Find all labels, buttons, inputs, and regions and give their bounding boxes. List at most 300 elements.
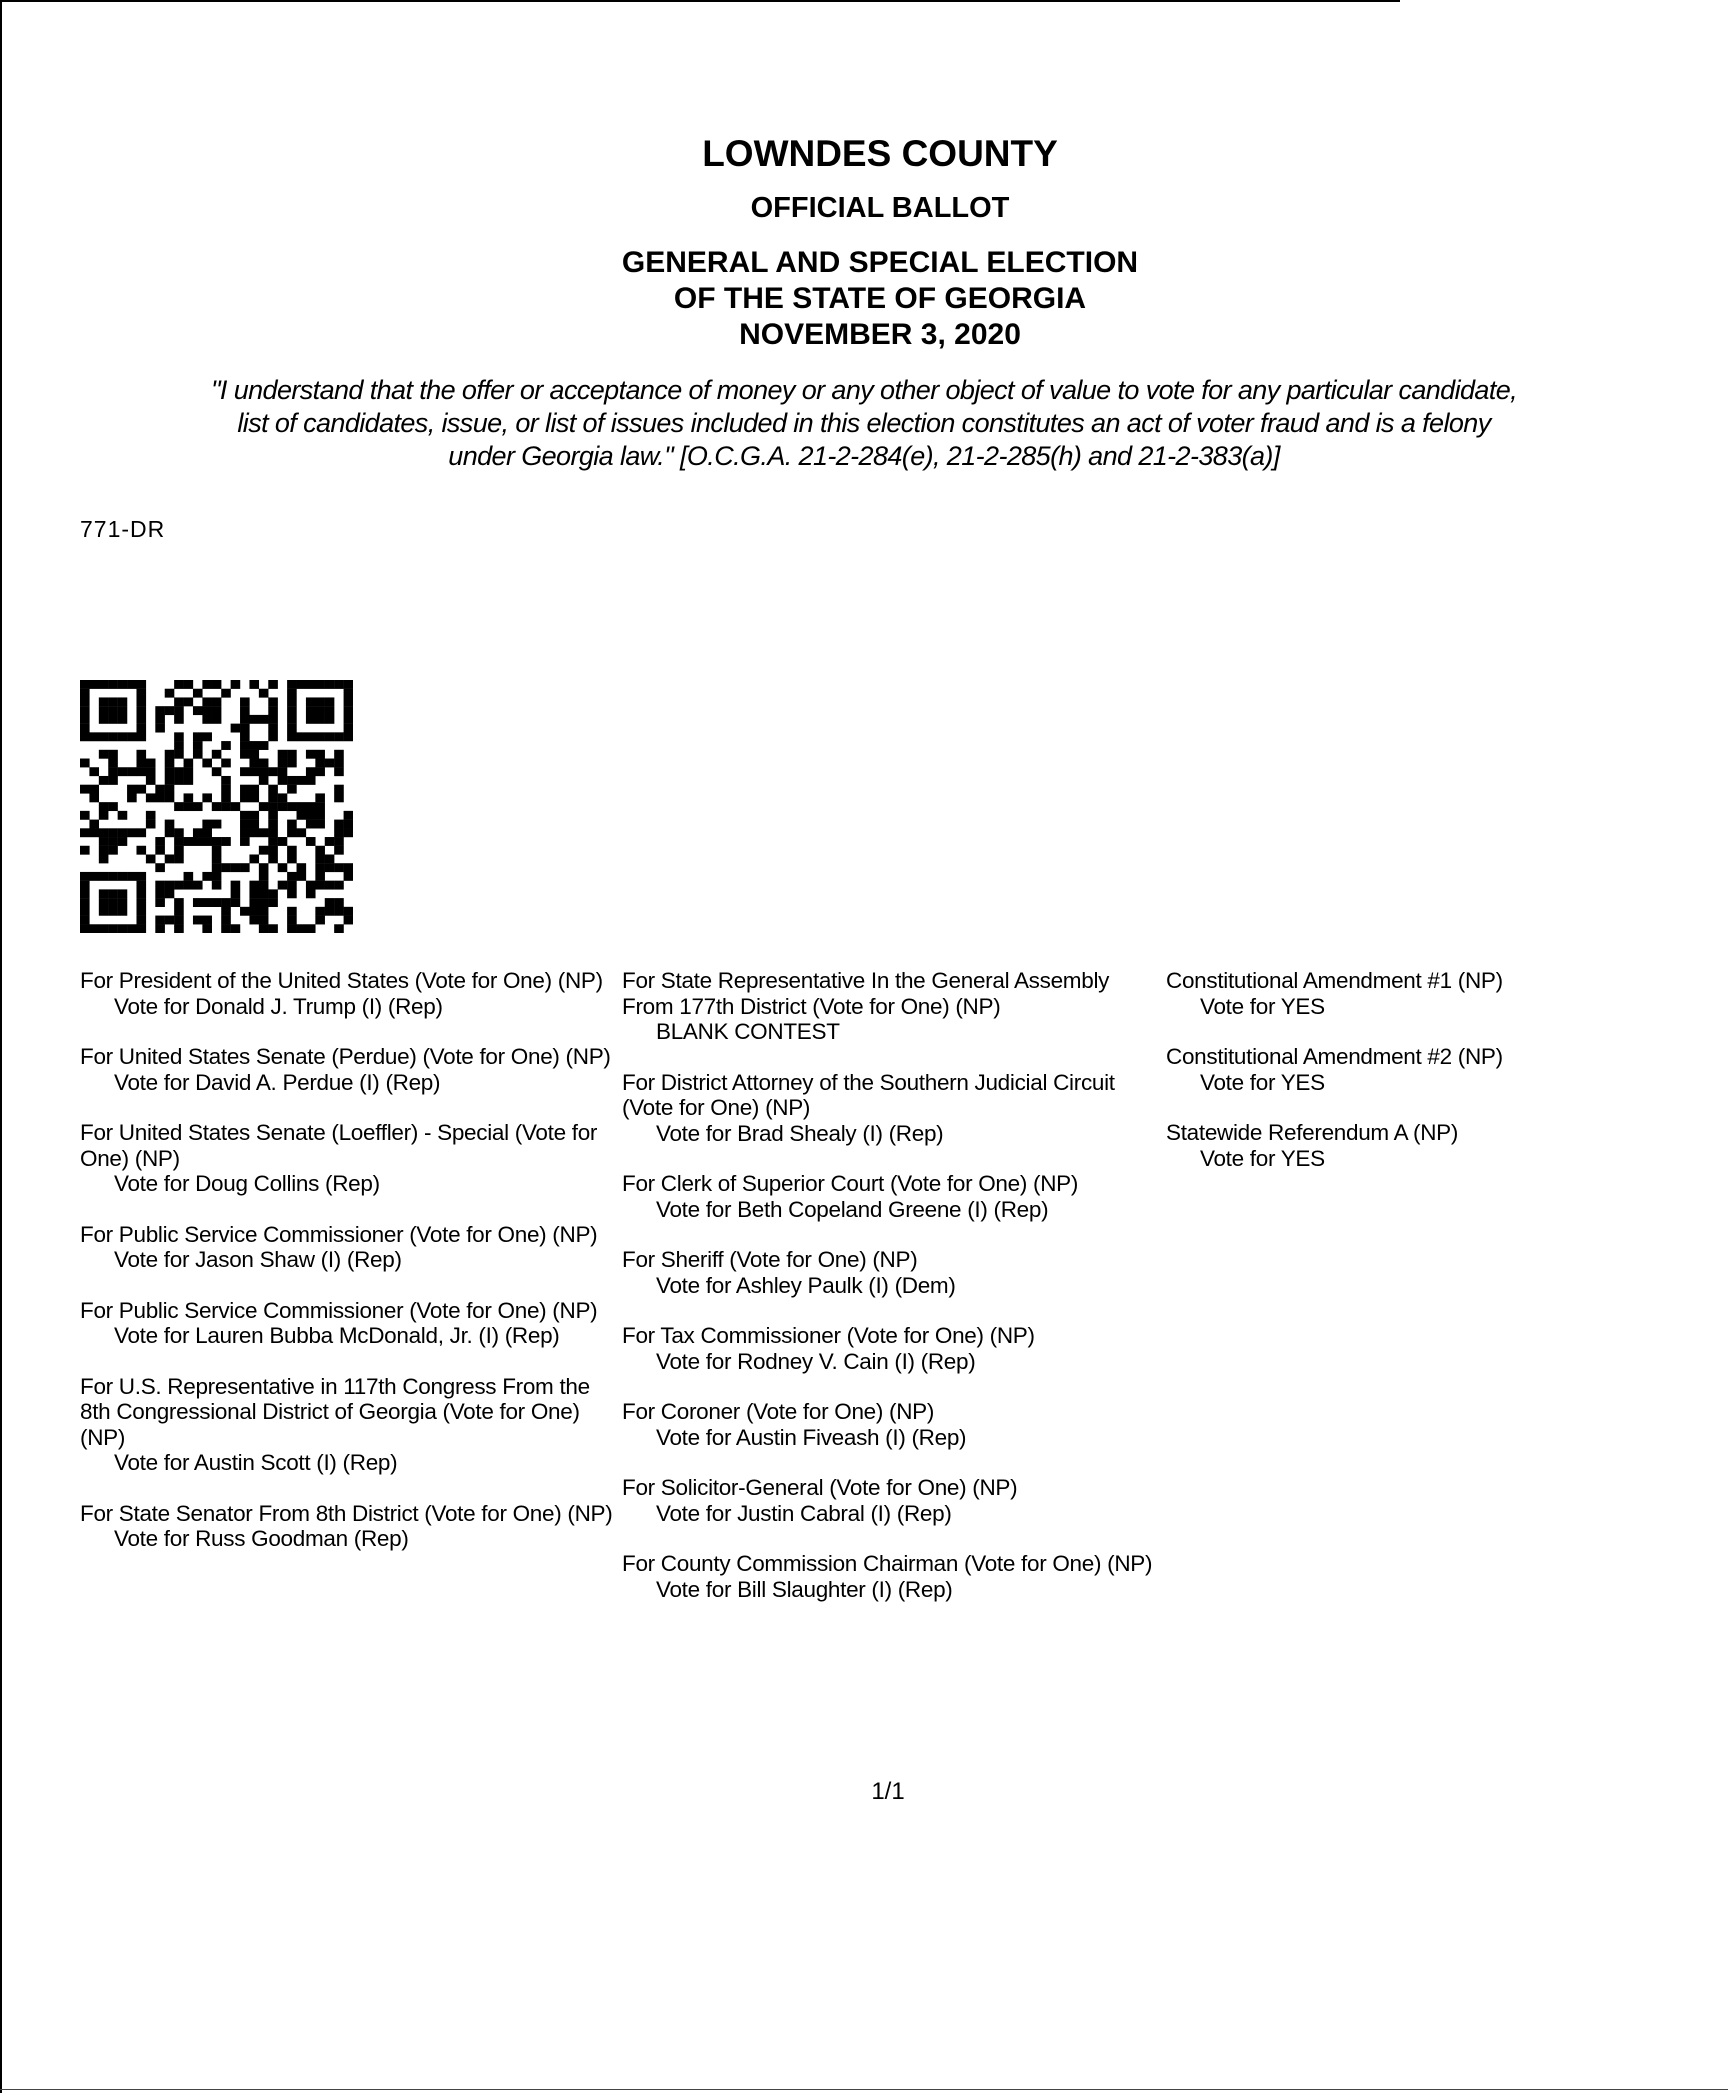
qr-module <box>325 706 335 715</box>
qr-module <box>240 820 250 829</box>
qr-module <box>278 750 288 759</box>
qr-module <box>231 802 241 811</box>
qr-module <box>344 697 353 706</box>
qr-module <box>240 837 250 846</box>
qr-module <box>334 767 344 776</box>
qr-module <box>80 811 90 820</box>
qr-module <box>259 863 269 872</box>
qr-module <box>259 846 269 855</box>
contest-selection: Vote for Justin Cabral (I) (Rep) <box>656 1500 952 1526</box>
qr-module <box>325 854 335 863</box>
qr-module <box>155 898 165 907</box>
qr-module <box>306 889 316 898</box>
qr-module <box>259 715 269 724</box>
qr-module <box>89 924 99 933</box>
qr-module <box>297 811 307 820</box>
qr-module <box>287 907 297 916</box>
contest-title: Constitutional Amendment #1 (NP) <box>1166 968 1503 993</box>
qr-module <box>344 872 353 881</box>
qr-module <box>278 863 288 872</box>
qr-module <box>184 793 194 802</box>
qr-module <box>259 916 269 925</box>
qr-module <box>240 767 250 776</box>
contest-selection: Vote for Lauren Bubba McDonald, Jr. (I) (Rep) <box>114 1323 560 1348</box>
qr-module <box>249 715 259 724</box>
qr-module <box>315 916 325 925</box>
qr-module <box>297 802 307 811</box>
contest-title: For Solicitor-General (Vote for One) (NP) <box>622 1475 1018 1500</box>
qr-module <box>249 741 259 750</box>
qr-module <box>325 697 335 706</box>
contest-entry <box>622 1171 1157 1222</box>
qr-module <box>118 907 128 916</box>
qr-module <box>108 706 118 715</box>
contest-selection: Vote for Bill Slaughter (I) (Rep) <box>656 1576 953 1602</box>
contest-entry <box>1166 968 1701 1019</box>
qr-module <box>99 715 109 724</box>
qr-module <box>344 907 353 916</box>
qr-module <box>259 802 269 811</box>
qr-module <box>315 697 325 706</box>
qr-module <box>297 776 307 785</box>
qr-module <box>278 837 288 846</box>
qr-module <box>193 706 203 715</box>
contest-selection: Vote for Austin Fiveash (I) (Rep) <box>656 1424 967 1450</box>
contest-entry <box>80 1044 615 1095</box>
qr-module <box>259 881 269 890</box>
qr-module <box>80 828 90 837</box>
qr-module <box>212 837 222 846</box>
contest-entry <box>1166 1044 1701 1095</box>
qr-module <box>315 872 325 881</box>
contest-entry <box>622 1323 1157 1374</box>
qr-module <box>297 863 307 872</box>
qr-module <box>108 846 118 855</box>
qr-module <box>287 802 297 811</box>
qr-module <box>80 785 90 794</box>
qr-module <box>287 776 297 785</box>
qr-module <box>315 793 325 802</box>
qr-module <box>99 706 109 715</box>
qr-module <box>136 697 146 706</box>
qr-module <box>221 907 231 916</box>
qr-module <box>99 828 109 837</box>
qr-module <box>212 820 222 829</box>
qr-module <box>80 680 90 689</box>
qr-module <box>249 750 259 759</box>
qr-module <box>184 802 194 811</box>
election-line: GENERAL AND SPECIAL ELECTION <box>621 246 1139 279</box>
qr-module <box>268 820 278 829</box>
qr-module <box>297 732 307 741</box>
qr-module <box>268 811 278 820</box>
qr-module <box>174 854 184 863</box>
qr-module <box>165 750 175 759</box>
contest-title: For County Commission Chairman (Vote for One) (NP) <box>622 1551 1153 1576</box>
qr-module <box>315 706 325 715</box>
qr-module <box>334 881 344 890</box>
qr-module <box>80 872 90 881</box>
qr-module <box>136 706 146 715</box>
qr-module <box>268 837 278 846</box>
qr-module <box>127 680 137 689</box>
qr-module <box>334 750 344 759</box>
qr-module <box>315 715 325 724</box>
contest-title: For Tax Commissioner (Vote for One) (NP) <box>622 1323 1035 1348</box>
qr-module <box>89 828 99 837</box>
qr-module <box>80 924 90 933</box>
qr-module <box>155 924 165 933</box>
election-line: NOVEMBER 3, 2020 <box>739 318 1021 351</box>
qr-module <box>193 750 203 759</box>
qr-module <box>108 898 118 907</box>
qr-module <box>240 811 250 820</box>
qr-module <box>127 785 137 794</box>
qr-module <box>174 767 184 776</box>
qr-module <box>268 846 278 855</box>
qr-module <box>155 793 165 802</box>
qr-module <box>240 907 250 916</box>
qr-module <box>155 837 165 846</box>
qr-module <box>240 732 250 741</box>
qr-module <box>334 907 344 916</box>
qr-module <box>193 916 203 925</box>
qr-module <box>155 881 165 890</box>
qr-module <box>155 715 165 724</box>
qr-module <box>334 759 344 768</box>
qr-module <box>99 750 109 759</box>
qr-module <box>315 820 325 829</box>
qr-module <box>174 741 184 750</box>
qr-module <box>165 793 175 802</box>
qr-module <box>259 898 269 907</box>
qr-module <box>259 759 269 768</box>
qr-module <box>146 820 156 829</box>
qr-module <box>174 732 184 741</box>
contest-title: For United States Senate (Loeffler) - Special (Vote for One) (NP) <box>80 1120 598 1171</box>
qr-module <box>268 793 278 802</box>
qr-module <box>212 881 222 890</box>
qr-module <box>259 889 269 898</box>
qr-module <box>174 680 184 689</box>
qr-module <box>231 680 241 689</box>
qr-module <box>174 916 184 925</box>
qr-module <box>80 881 90 890</box>
qr-module <box>334 863 344 872</box>
voter-fraud-notice <box>0 374 1728 473</box>
qr-module <box>268 732 278 741</box>
qr-module <box>306 881 316 890</box>
contest-selection: Vote for Brad Shealy (I) (Rep) <box>656 1120 944 1146</box>
qr-module <box>127 767 137 776</box>
qr-module <box>325 837 335 846</box>
qr-module <box>202 715 212 724</box>
qr-module <box>80 898 90 907</box>
qr-module <box>240 750 250 759</box>
qr-module <box>315 846 325 855</box>
qr-module <box>344 828 353 837</box>
qr-module <box>268 697 278 706</box>
qr-module <box>268 785 278 794</box>
qr-module <box>89 732 99 741</box>
qr-module <box>325 759 335 768</box>
qr-module <box>249 916 259 925</box>
qr-module <box>202 793 212 802</box>
contest-selection: Vote for Ashley Paulk (I) (Dem) <box>656 1272 956 1298</box>
qr-module <box>155 706 165 715</box>
qr-module <box>325 680 335 689</box>
qr-module <box>212 846 222 855</box>
page-border-top <box>0 0 1400 2</box>
qr-module <box>202 820 212 829</box>
qr-module <box>155 863 165 872</box>
contest-selection: Vote for YES <box>1200 993 1325 1019</box>
qr-module <box>221 898 231 907</box>
qr-module <box>297 872 307 881</box>
qr-module <box>155 724 165 733</box>
qr-module <box>89 785 99 794</box>
page-border-bottom <box>0 2089 1728 2090</box>
contest-entry <box>622 1070 1157 1147</box>
contest-title: For Clerk of Superior Court (Vote for One) (NP) <box>622 1171 1079 1196</box>
contest-title: For District Attorney of the Southern Judicial Circuit (Vote for One) (NP) <box>622 1069 1115 1120</box>
qr-module <box>155 916 165 925</box>
qr-module <box>221 837 231 846</box>
qr-module <box>334 846 344 855</box>
qr-module <box>80 889 90 898</box>
qr-module <box>136 881 146 890</box>
contest-title: Constitutional Amendment #2 (NP) <box>1166 1044 1503 1069</box>
qr-module <box>231 924 241 933</box>
qr-module <box>344 863 353 872</box>
qr-module <box>287 680 297 689</box>
qr-module <box>249 898 259 907</box>
qr-module <box>108 767 118 776</box>
qr-module <box>212 802 222 811</box>
qr-module <box>287 750 297 759</box>
qr-module <box>165 767 175 776</box>
qr-module <box>259 741 269 750</box>
qr-module <box>249 811 259 820</box>
qr-module <box>212 715 222 724</box>
qr-module <box>287 759 297 768</box>
qr-module <box>184 697 194 706</box>
qr-module <box>221 741 231 750</box>
qr-module <box>287 916 297 925</box>
qr-module <box>165 881 175 890</box>
qr-module <box>249 889 259 898</box>
qr-module <box>278 767 288 776</box>
qr-module <box>212 854 222 863</box>
qr-module <box>202 706 212 715</box>
qr-module <box>268 706 278 715</box>
qr-module <box>315 732 325 741</box>
qr-module <box>306 802 316 811</box>
qr-module <box>136 907 146 916</box>
qr-module <box>259 828 269 837</box>
qr-module <box>344 680 353 689</box>
contest-selection: BLANK CONTEST <box>656 1019 840 1044</box>
qr-module <box>259 872 269 881</box>
qr-module <box>315 907 325 916</box>
qr-module <box>325 732 335 741</box>
qr-module <box>174 715 184 724</box>
qr-module <box>80 697 90 706</box>
qr-module <box>80 715 90 724</box>
qr-module <box>118 680 128 689</box>
qr-module <box>212 697 222 706</box>
qr-module <box>268 898 278 907</box>
qr-module <box>136 759 146 768</box>
qr-module <box>89 767 99 776</box>
qr-module <box>306 732 316 741</box>
qr-module <box>249 793 259 802</box>
qr-module <box>306 776 316 785</box>
qr-module <box>268 802 278 811</box>
qr-module <box>89 680 99 689</box>
notice-line: under Georgia law." [O.C.G.A. 21-2-284(e), 21-2-285(h) and 21-2-383(a)] <box>448 441 1280 471</box>
qr-module <box>174 837 184 846</box>
contest-entry <box>80 1501 615 1552</box>
contest-title: For Public Service Commissioner (Vote for One) (NP) <box>80 1221 598 1247</box>
qr-module <box>287 706 297 715</box>
qr-module <box>297 680 307 689</box>
qr-module <box>306 811 316 820</box>
contest-title: For Sheriff (Vote for One) (NP) <box>622 1247 918 1272</box>
qr-module <box>118 828 128 837</box>
qr-module <box>315 881 325 890</box>
qr-module <box>306 697 316 706</box>
contest-entry <box>622 968 1157 1045</box>
qr-module <box>89 872 99 881</box>
qr-module <box>165 706 175 715</box>
qr-module <box>287 820 297 829</box>
contest-entry <box>80 968 615 1019</box>
qr-module <box>212 706 222 715</box>
contest-selection: Vote for Austin Scott (I) (Rep) <box>114 1450 398 1475</box>
qr-module <box>259 907 269 916</box>
qr-module <box>80 689 90 698</box>
qr-module <box>344 689 353 698</box>
qr-module <box>108 802 118 811</box>
qr-module <box>268 854 278 863</box>
qr-module <box>240 828 250 837</box>
qr-module <box>249 767 259 776</box>
qr-module <box>325 715 335 724</box>
qr-module <box>193 881 203 890</box>
qr-module <box>80 759 90 768</box>
qr-module <box>193 802 203 811</box>
qr-module <box>118 924 128 933</box>
qr-module <box>315 802 325 811</box>
qr-module <box>80 732 90 741</box>
qr-module <box>259 767 269 776</box>
qr-module <box>334 785 344 794</box>
qr-module <box>146 767 156 776</box>
qr-module <box>99 680 109 689</box>
qr-module <box>165 759 175 768</box>
qr-module <box>202 924 212 933</box>
qr-module <box>136 846 146 855</box>
qr-module <box>212 863 222 872</box>
qr-module <box>334 680 344 689</box>
qr-module <box>127 872 137 881</box>
qr-module <box>174 697 184 706</box>
qr-module <box>174 881 184 890</box>
contest-entry <box>80 1222 615 1273</box>
qr-module <box>193 837 203 846</box>
qr-module <box>108 907 118 916</box>
qr-module <box>80 916 90 925</box>
qr-module <box>240 785 250 794</box>
qr-module <box>344 724 353 733</box>
qr-module <box>249 759 259 768</box>
contest-selection: Vote for YES <box>1200 1069 1325 1095</box>
qr-module <box>174 828 184 837</box>
qr-module <box>165 889 175 898</box>
qr-module <box>268 828 278 837</box>
qr-module <box>202 828 212 837</box>
page-number: 1/1 <box>871 1778 905 1805</box>
qr-module <box>306 837 316 846</box>
qr-module <box>136 785 146 794</box>
qr-module <box>146 776 156 785</box>
qr-module <box>212 680 222 689</box>
qr-module <box>249 820 259 829</box>
qr-module <box>231 863 241 872</box>
qr-module <box>184 767 194 776</box>
qr-module <box>287 889 297 898</box>
qr-module <box>136 680 146 689</box>
qr-module <box>249 854 259 863</box>
qr-module <box>221 916 231 925</box>
qr-module <box>136 750 146 759</box>
qr-module <box>165 776 175 785</box>
contest-entry <box>622 1247 1157 1298</box>
qr-module <box>165 854 175 863</box>
contest-title: For U.S. Representative in 117th Congress From the 8th Congressional District of Georgia (Vote for One) (NP) <box>80 1373 590 1450</box>
qr-module <box>287 715 297 724</box>
qr-module <box>278 881 288 890</box>
qr-module <box>344 715 353 724</box>
qr-module <box>259 689 269 698</box>
qr-module <box>174 907 184 916</box>
qr-module <box>334 828 344 837</box>
qr-module <box>146 811 156 820</box>
qr-module <box>315 759 325 768</box>
qr-module <box>136 724 146 733</box>
qr-module <box>127 828 137 837</box>
qr-module <box>118 732 128 741</box>
qr-module <box>231 881 241 890</box>
qr-module <box>80 907 90 916</box>
qr-module <box>240 793 250 802</box>
qr-module <box>287 854 297 863</box>
qr-module <box>99 854 109 863</box>
qr-module <box>136 715 146 724</box>
qr-module <box>193 898 203 907</box>
qr-module <box>221 759 231 768</box>
qr-module <box>268 767 278 776</box>
qr-module <box>155 785 165 794</box>
contest-entry <box>622 1551 1157 1602</box>
qr-module <box>165 916 175 925</box>
qr-module <box>287 724 297 733</box>
qr-module <box>174 898 184 907</box>
qr-module <box>334 924 344 933</box>
qr-module <box>221 802 231 811</box>
qr-module <box>297 828 307 837</box>
